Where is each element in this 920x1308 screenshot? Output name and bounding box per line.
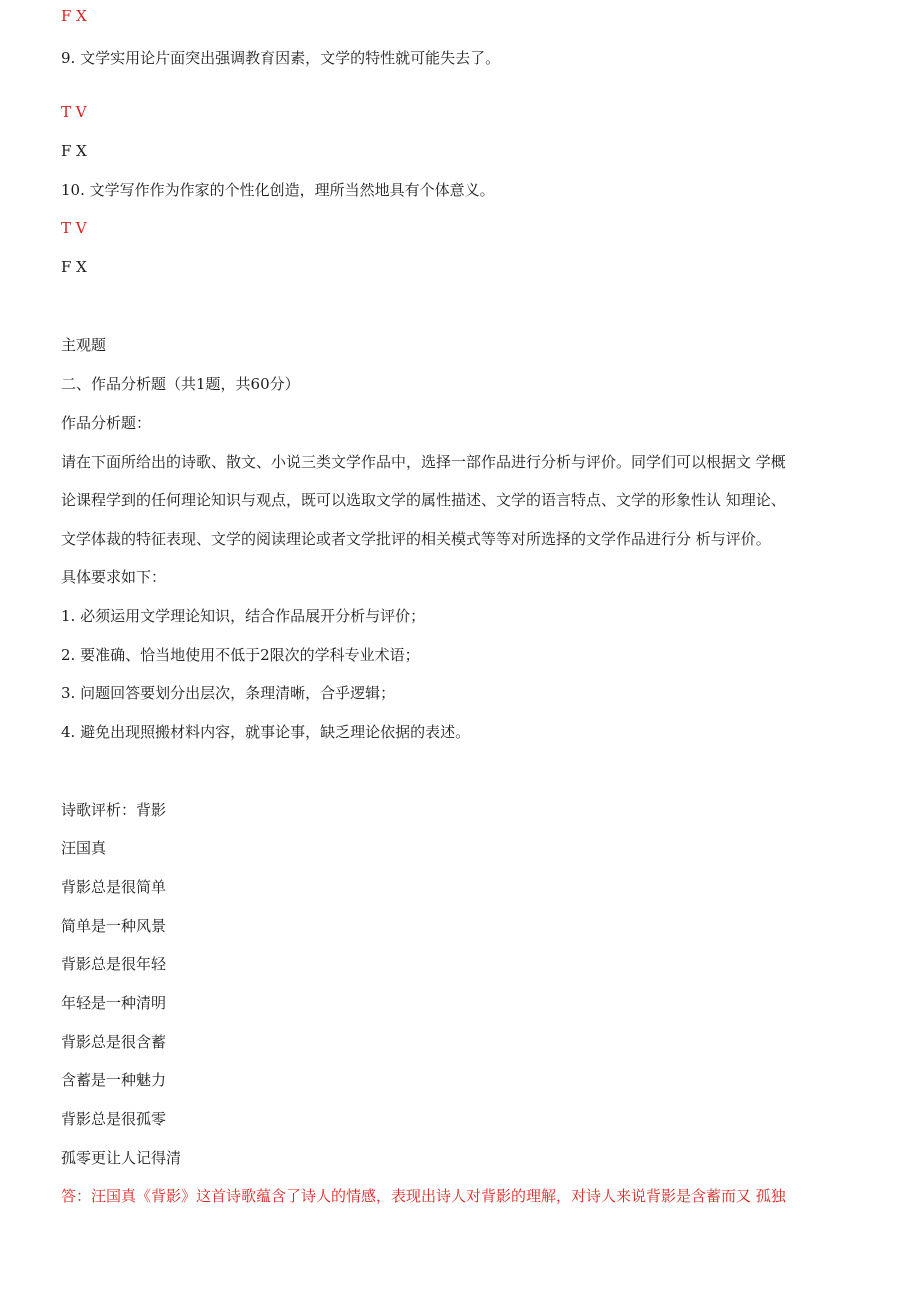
part-title: 二、作品分析题（共1题，共60分） [61,375,300,393]
q9-true-option: T V [61,103,87,121]
q10-question: 10. 文学写作作为作家的个性化创造，理所当然地具有个体意义。 [61,181,495,199]
sub-title: 作品分析题： [61,414,152,432]
poem-line: 背影总是很孤零 [61,1110,167,1128]
poem-author: 汪国真 [61,839,107,857]
q10-true-option: T V [61,219,87,237]
requirement-item: 4. 避免出现照搬材料内容，就事论事，缺乏理论依据的表述。 [61,723,471,741]
poem-line: 孤零更让人记得清 [61,1149,182,1167]
poem-heading: 诗歌评析：背影 [61,801,167,819]
poem-line: 背影总是很简单 [61,878,167,896]
requirement-item: 2. 要准确、恰当地使用不低于2限次的学科专业术语； [61,646,420,664]
q8-false-option: F X [61,7,87,25]
poem-line: 简单是一种风景 [61,917,167,935]
requirements-title: 具体要求如下： [61,568,167,586]
q9-false-option: F X [61,142,87,160]
poem-line: 背影总是很年轻 [61,955,167,973]
answer-text: 答：汪国真《背影》这首诗歌蕴含了诗人的情感，表现出诗人对背影的理解，对诗人来说背影是含蓄而又 孤独 [61,1187,786,1205]
poem-line: 年轻是一种清明 [61,994,167,1012]
q9-question: 9. 文学实用论片面突出强调教育因素，文学的特性就可能失去了。 [61,49,501,67]
instruction-line: 论课程学到的任何理论知识与观点，既可以选取文学的属性描述、文学的语言特点、文学的形象性认 知理论、 [61,491,786,509]
requirement-item: 3. 问题回答要划分出层次，条理清晰，合乎逻辑； [61,684,396,702]
poem-line: 背影总是很含蓄 [61,1033,167,1051]
instruction-line: 请在下面所给出的诗歌、散文、小说三类文学作品中，选择一部作品进行分析与评价。同学们可以根据文 学概 [61,453,786,471]
subjective-heading: 主观题 [61,336,107,354]
requirement-item: 1. 必须运用文学理论知识，结合作品展开分析与评价； [61,607,426,625]
poem-line: 含蓄是一种魅力 [61,1071,167,1089]
q10-false-option: F X [61,258,87,276]
instruction-line: 文学体裁的特征表现、文学的阅读理论或者文学批评的相关模式等等对所选择的文学作品进行分 析与评价。 [61,530,771,548]
